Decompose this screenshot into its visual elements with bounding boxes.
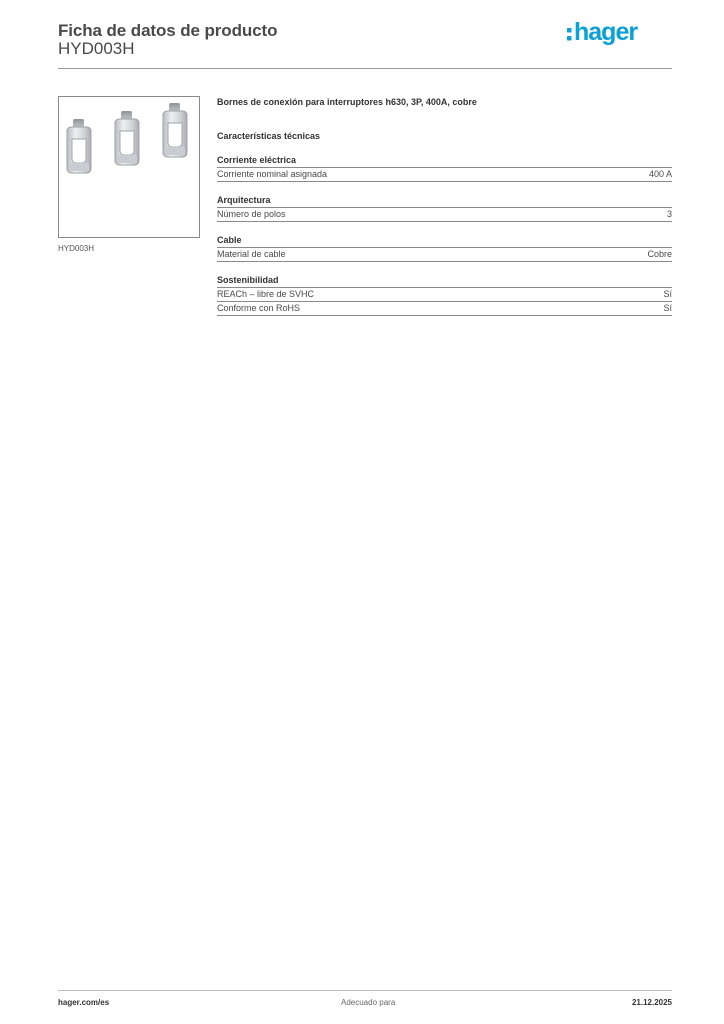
footer-date: 21.12.2025 (631, 998, 672, 1007)
spec-value: Cobre (647, 249, 672, 259)
footer-website-link[interactable]: hager.com/es (58, 998, 110, 1007)
lug-3 (163, 103, 187, 157)
logo-wordmark: hager (574, 18, 638, 46)
logo-dot-top (567, 28, 572, 33)
spec-group-electric-current (217, 154, 672, 182)
spec-value: Sí (663, 289, 672, 299)
terminal-lugs-illustration (59, 97, 199, 237)
footer-divider (58, 990, 672, 991)
spec-label: REACh – libre de SVHC (217, 289, 315, 299)
logo-dot-bottom (567, 36, 572, 41)
spec-value: Sí (663, 303, 672, 313)
product-image (58, 96, 200, 238)
spec-value: 400 A (648, 169, 672, 179)
spec-group-cable (217, 234, 672, 262)
spec-value: 3 (666, 209, 672, 219)
footer-suitable-for: Adecuado para (341, 998, 396, 1007)
lug-1 (67, 119, 91, 173)
spec-row (217, 168, 672, 182)
spec-group-architecture (217, 194, 672, 222)
spec-label: Corriente nominal asignada (217, 169, 328, 179)
product-description: Bornes de conexión para interruptores h630, 3P, 400A, cobre (217, 97, 477, 107)
spec-group-title: Sostenibilidad (217, 274, 672, 288)
lug-2 (115, 111, 139, 165)
hager-logo[interactable] (566, 14, 658, 48)
image-caption: HYD003H (58, 244, 95, 253)
spec-group-title: Cable (217, 234, 672, 248)
specs-heading: Características técnicas (217, 131, 321, 141)
specifications-panel (217, 96, 672, 316)
hager-logo-mark (566, 14, 658, 48)
spec-row (217, 248, 672, 262)
product-code: HYD003H (58, 39, 135, 58)
spec-row (217, 302, 672, 316)
spec-row (217, 288, 672, 302)
spec-label: Número de polos (217, 209, 286, 219)
spec-row (217, 208, 672, 222)
header-divider (58, 68, 672, 69)
spec-group-sustainability (217, 274, 672, 316)
spec-label: Material de cable (217, 249, 286, 259)
document-title: Ficha de datos de producto (58, 21, 278, 40)
spec-group-title: Arquitectura (217, 194, 672, 208)
spec-label: Conforme con RoHS (217, 303, 301, 313)
spec-group-title: Corriente eléctrica (217, 154, 672, 168)
